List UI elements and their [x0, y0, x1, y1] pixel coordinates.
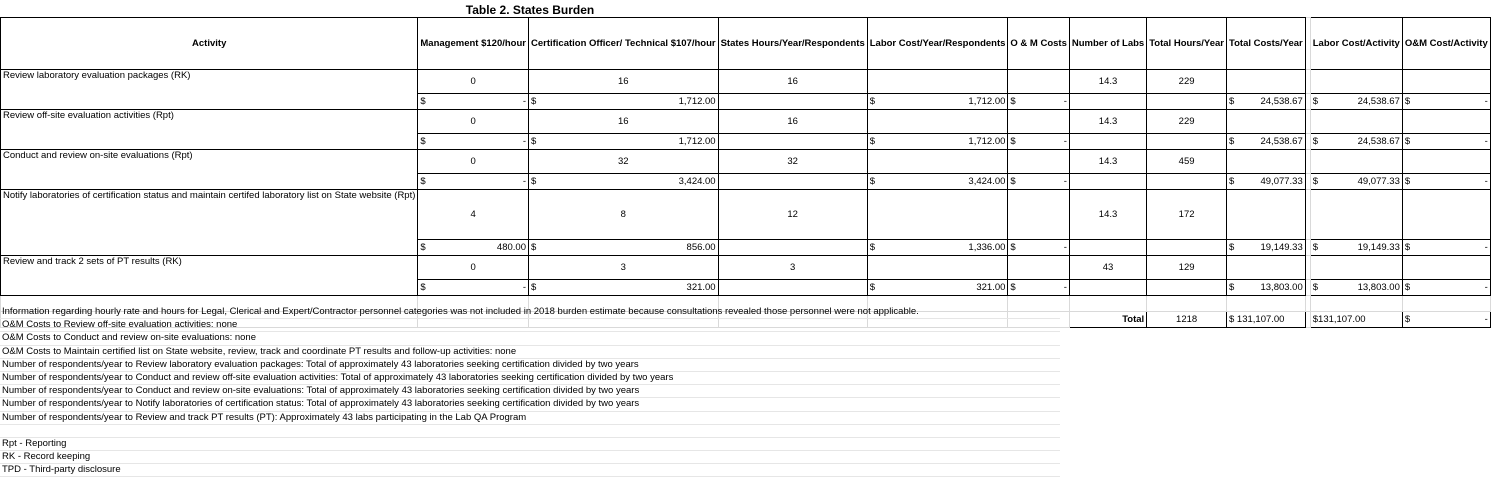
om-activity-blank — [1402, 70, 1490, 94]
labor-cost-wrap — [870, 96, 1006, 107]
om-cost-activity — [1402, 280, 1490, 296]
labor-cost-blank — [867, 190, 1008, 240]
om-cost-activity-wrap — [1405, 136, 1488, 147]
burden-table — [0, 17, 1491, 328]
total-hours: 172 — [1147, 190, 1227, 240]
cert-cost — [528, 240, 718, 256]
management-cost-wrap — [420, 176, 526, 187]
labor-cost-activity-value: 13,803.00 — [1357, 282, 1400, 293]
activity-cell: Review laboratory evaluation packages (RK) — [1, 70, 418, 110]
om-cost-activity-wrap — [1405, 96, 1488, 107]
total-om-wrap — [1405, 314, 1488, 325]
currency-symbol: $ — [869, 136, 876, 147]
total-cost-wrap — [1229, 96, 1303, 107]
om-cost-blank — [1008, 150, 1069, 174]
currency-symbol: $ — [1404, 136, 1411, 147]
om-cost-value: - — [1063, 96, 1067, 107]
om-cost-activity — [1402, 94, 1490, 110]
labor-cost-value: 3,424.00 — [968, 176, 1006, 187]
om-cost — [1008, 240, 1069, 256]
note-line: O&M Costs to Review off-site evaluation activities: none — [0, 319, 1060, 332]
total-om-value: - — [1484, 314, 1488, 325]
management-hours: 4 — [418, 190, 529, 240]
currency-symbol: $ — [1404, 96, 1411, 107]
labor-cost — [867, 94, 1008, 110]
labor-cost — [867, 174, 1008, 190]
header-cert-officer: Certification Officer/ Technical $107/hour — [528, 18, 718, 70]
cert-cost-wrap — [531, 96, 716, 107]
om-cost-blank — [1008, 110, 1069, 134]
number-of-labs: 43 — [1069, 256, 1146, 280]
om-cost-activity-value: - — [1484, 136, 1488, 147]
currency-symbol: $ — [420, 136, 426, 147]
labor-cost-activity — [1310, 240, 1402, 256]
activity-cell: Review off-site evaluation activities (Rpt) — [1, 110, 418, 150]
table-row — [1, 70, 1491, 94]
om-cost-value: - — [1063, 282, 1067, 293]
management-cost — [418, 134, 529, 150]
total-cost-sum: $ 131,107.00 — [1227, 312, 1306, 328]
om-cost-wrap — [1010, 282, 1066, 293]
currency-symbol: $ — [420, 282, 426, 293]
om-activity-blank — [1402, 150, 1490, 174]
total-om-activity-sum — [1402, 312, 1490, 328]
cert-cost-value: 1,712.00 — [678, 136, 716, 147]
states-hours: 32 — [718, 150, 867, 174]
total-hours: 229 — [1147, 70, 1227, 94]
cert-cost-value: 1,712.00 — [678, 96, 716, 107]
management-cost — [418, 174, 529, 190]
om-cost-wrap — [1010, 136, 1066, 147]
labor-cost-value: 1,336.00 — [968, 242, 1006, 253]
currency-symbol: $ — [869, 96, 876, 107]
notes-block — [0, 306, 1060, 477]
currency-symbol: $ — [530, 176, 537, 187]
om-cost-value: - — [1063, 136, 1067, 147]
management-cost-value: - — [522, 96, 526, 107]
currency-symbol: $ — [420, 242, 426, 253]
total-cost-blank — [1227, 150, 1306, 174]
labs-blank — [1069, 174, 1146, 190]
management-cost-wrap — [420, 282, 526, 293]
management-cost-value: - — [522, 282, 526, 293]
labor-cost-activity — [1310, 134, 1402, 150]
header-om-cost-activity: O&M Cost/Activity — [1402, 18, 1490, 70]
header-management: Management $120/hour — [418, 18, 529, 70]
cert-cost-wrap — [531, 136, 716, 147]
currency-symbol: $ — [1010, 242, 1016, 253]
cert-cost — [528, 280, 718, 296]
header-states-hours: States Hours/Year/Respondents — [718, 18, 867, 70]
currency-symbol: $ — [1010, 176, 1016, 187]
total-cost-wrap — [1229, 242, 1303, 253]
total-hours: 229 — [1147, 110, 1227, 134]
labor-cost-blank — [867, 70, 1008, 94]
header-total-costs: Total Costs/Year — [1227, 18, 1306, 70]
note-line: O&M Costs to Conduct and review on-site evaluations: none — [0, 332, 1060, 345]
labs-blank — [1069, 94, 1146, 110]
labor-cost-blank — [867, 256, 1008, 280]
total-labor-activity-sum: $131,107.00 — [1310, 312, 1402, 328]
note-line: Number of respondents/year to Notify laboratories of certification status: Total of approximately 43 laboratories seeking certification divided by two years — [0, 398, 1060, 411]
labor-cost-value: 1,712.00 — [968, 96, 1006, 107]
number-of-labs: 14.3 — [1069, 190, 1146, 240]
labor-cost-activity — [1310, 280, 1402, 296]
currency-symbol: $ — [1312, 242, 1319, 253]
total-cost-value: 49,077.33 — [1260, 176, 1303, 187]
om-cost-activity — [1402, 240, 1490, 256]
table-row — [1, 256, 1491, 280]
cert-hours: 16 — [528, 110, 718, 134]
om-cost-activity-value: - — [1484, 242, 1488, 253]
om-cost-blank — [1008, 256, 1069, 280]
labor-cost-activity-value: 24,538.67 — [1357, 96, 1400, 107]
total-cost — [1227, 174, 1306, 190]
om-cost-wrap — [1010, 96, 1066, 107]
total-cost-wrap — [1229, 136, 1303, 147]
header-total-hours: Total Hours/Year — [1147, 18, 1227, 70]
labor-cost-activity-wrap — [1313, 176, 1400, 187]
om-cost-wrap — [1010, 176, 1066, 187]
total-cost-blank — [1227, 256, 1306, 280]
hours-blank — [1147, 280, 1227, 296]
note-line: RK - Record keeping — [0, 451, 1060, 464]
currency-symbol: $ — [1404, 314, 1411, 325]
total-hours: 129 — [1147, 256, 1227, 280]
note-line: Number of respondents/year to Conduct and review on-site evaluations: Total of approximately 43 laboratories seeking certification divided by two years — [0, 385, 1060, 398]
currency-symbol: $ — [1229, 242, 1235, 253]
cert-hours: 3 — [528, 256, 718, 280]
management-hours: 0 — [418, 110, 529, 134]
activity-cell: Review and track 2 sets of PT results (RK) — [1, 256, 418, 296]
blank-cell — [1069, 296, 1146, 312]
number-of-labs: 14.3 — [1069, 150, 1146, 174]
management-cost-value: 480.00 — [496, 242, 526, 253]
management-hours: 0 — [418, 150, 529, 174]
om-cost-wrap — [1010, 242, 1066, 253]
total-cost-value: 13,803.00 — [1260, 282, 1303, 293]
note-line: Rpt - Reporting — [0, 438, 1060, 451]
states-cost-blank — [718, 240, 867, 256]
management-cost-wrap — [420, 136, 526, 147]
om-cost-activity-wrap — [1405, 242, 1488, 253]
om-cost — [1008, 94, 1069, 110]
om-activity-blank — [1402, 190, 1490, 240]
states-hours: 12 — [718, 190, 867, 240]
labor-cost — [867, 280, 1008, 296]
total-cost-wrap — [1229, 176, 1303, 187]
om-cost — [1008, 280, 1069, 296]
currency-symbol: $ — [869, 242, 876, 253]
om-cost-activity-wrap — [1405, 282, 1488, 293]
management-cost — [418, 280, 529, 296]
labs-blank — [1069, 134, 1146, 150]
states-hours: 16 — [718, 70, 867, 94]
currency-symbol: $ — [420, 96, 426, 107]
om-cost-activity — [1402, 134, 1490, 150]
labor-activity-blank — [1310, 256, 1402, 280]
header-row — [1, 18, 1491, 70]
total-cost — [1227, 240, 1306, 256]
labor-activity-blank — [1310, 110, 1402, 134]
table-row — [1, 190, 1491, 240]
cert-cost-wrap — [531, 282, 716, 293]
currency-symbol: $ — [530, 282, 537, 293]
activity-cell: Conduct and review on-site evaluations (Rpt) — [1, 150, 418, 190]
hours-blank — [1147, 174, 1227, 190]
header-activity: Activity — [1, 18, 418, 70]
labor-cost-activity-wrap — [1313, 282, 1400, 293]
labor-cost-activity — [1310, 174, 1402, 190]
currency-symbol: $ — [530, 136, 537, 147]
cert-hours: 8 — [528, 190, 718, 240]
labor-cost — [867, 240, 1008, 256]
om-cost-value: - — [1063, 242, 1067, 253]
total-label: Total — [1069, 312, 1146, 328]
labor-cost-wrap — [870, 242, 1006, 253]
currency-symbol: $ — [1312, 176, 1319, 187]
labor-cost-blank — [867, 150, 1008, 174]
om-cost-activity-wrap — [1405, 176, 1488, 187]
currency-symbol: $ — [1229, 176, 1235, 187]
labs-blank — [1069, 240, 1146, 256]
labor-cost-wrap — [870, 136, 1006, 147]
cert-cost-wrap — [531, 176, 716, 187]
currency-symbol: $ — [420, 176, 426, 187]
total-cost-value: 24,538.67 — [1260, 96, 1303, 107]
currency-symbol: $ — [869, 282, 876, 293]
note-line: Number of respondents/year to Review and track PT results (PT): Approximately 43 labs participating in the Lab QA Program — [0, 412, 1060, 425]
total-hours: 459 — [1147, 150, 1227, 174]
currency-symbol: $ — [1229, 96, 1235, 107]
currency-symbol: $ — [1312, 136, 1319, 147]
blank-cell — [1310, 296, 1402, 312]
management-cost-value: - — [522, 136, 526, 147]
currency-symbol: $ — [1010, 96, 1016, 107]
labor-activity-blank — [1310, 70, 1402, 94]
currency-symbol: $ — [1312, 96, 1319, 107]
labor-cost-blank — [867, 110, 1008, 134]
currency-symbol: $ — [1229, 136, 1235, 147]
total-hours-sum: 1218 — [1147, 312, 1227, 328]
labor-cost-activity — [1310, 94, 1402, 110]
header-labor-cost-activity: Labor Cost/Activity — [1310, 18, 1402, 70]
states-cost-blank — [718, 94, 867, 110]
currency-symbol: $ — [530, 242, 537, 253]
labor-cost-activity-value: 19,149.33 — [1357, 242, 1400, 253]
management-cost — [418, 94, 529, 110]
note-line: O&M Costs to Maintain certified list on State website, review, track and coordinate PT results and follow-up activities: none — [0, 346, 1060, 359]
management-hours: 0 — [418, 256, 529, 280]
blank-cell — [1227, 296, 1306, 312]
labor-cost-value: 1,712.00 — [968, 136, 1006, 147]
labor-cost-value: 321.00 — [976, 282, 1006, 293]
currency-symbol: $ — [1404, 176, 1411, 187]
labor-cost-activity-value: 24,538.67 — [1357, 136, 1400, 147]
om-cost-blank — [1008, 70, 1069, 94]
header-labor-cost: Labor Cost/Year/Respondents — [867, 18, 1008, 70]
labor-cost — [867, 134, 1008, 150]
om-cost — [1008, 174, 1069, 190]
states-hours: 3 — [718, 256, 867, 280]
cert-cost — [528, 134, 718, 150]
management-cost-wrap — [420, 96, 526, 107]
states-cost-blank — [718, 280, 867, 296]
blank-cell — [1147, 296, 1227, 312]
note-line: Number of respondents/year to Conduct and review off-site evaluation activities: Total of approximately 43 laboratories seeking certification divided by two years — [0, 372, 1060, 385]
labor-cost-activity-wrap — [1313, 136, 1400, 147]
management-hours: 0 — [418, 70, 529, 94]
header-number-of-labs: Number of Labs — [1069, 18, 1146, 70]
activity-cell: Notify laboratories of certification status and maintain certifed laboratory list on State website (Rpt) — [1, 190, 418, 256]
om-cost-activity-value: - — [1484, 96, 1488, 107]
currency-symbol: $ — [530, 96, 537, 107]
total-cost-blank — [1227, 190, 1306, 240]
labor-cost-activity-wrap — [1313, 96, 1400, 107]
om-activity-blank — [1402, 110, 1490, 134]
currency-symbol: $ — [1010, 136, 1016, 147]
cert-cost — [528, 94, 718, 110]
total-cost-wrap — [1229, 282, 1303, 293]
number-of-labs: 14.3 — [1069, 70, 1146, 94]
note-line: TPD - Third-party disclosure — [0, 464, 1060, 477]
management-cost-wrap — [420, 242, 526, 253]
labor-activity-blank — [1310, 190, 1402, 240]
currency-symbol: $ — [1404, 282, 1411, 293]
management-cost — [418, 240, 529, 256]
total-cost — [1227, 280, 1306, 296]
cert-cost-wrap — [531, 242, 716, 253]
total-cost-blank — [1227, 110, 1306, 134]
hours-blank — [1147, 134, 1227, 150]
labor-cost-activity-wrap — [1313, 242, 1400, 253]
labor-activity-blank — [1310, 150, 1402, 174]
om-cost-activity — [1402, 174, 1490, 190]
total-cost-value: 19,149.33 — [1260, 242, 1303, 253]
table-title: Table 2. States Burden — [465, 3, 595, 17]
labs-blank — [1069, 280, 1146, 296]
om-cost-value: - — [1063, 176, 1067, 187]
om-cost-activity-value: - — [1484, 176, 1488, 187]
total-cost-value: 24,538.67 — [1260, 136, 1303, 147]
header-om-costs: O & M Costs — [1008, 18, 1069, 70]
labor-cost-wrap — [870, 176, 1006, 187]
cert-cost-value: 321.00 — [686, 282, 716, 293]
note-line: Information regarding hourly rate and hours for Legal, Clerical and Expert/Contractor personnel categories was not included in 2018 burden estimate because consultations revealed those personnel were not applicable. — [0, 306, 1060, 319]
om-activity-blank — [1402, 256, 1490, 280]
cert-cost-value: 856.00 — [686, 242, 716, 253]
currency-symbol: $ — [1312, 282, 1319, 293]
currency-symbol: $ — [1404, 242, 1411, 253]
hours-blank — [1147, 240, 1227, 256]
currency-symbol: $ — [869, 176, 876, 187]
om-cost-blank — [1008, 190, 1069, 240]
states-hours: 16 — [718, 110, 867, 134]
table-row — [1, 150, 1491, 174]
cert-hours: 16 — [528, 70, 718, 94]
currency-symbol: $ — [1010, 282, 1016, 293]
labor-cost-wrap — [870, 282, 1006, 293]
states-cost-blank — [718, 174, 867, 190]
management-cost-value: - — [522, 176, 526, 187]
total-cost — [1227, 94, 1306, 110]
blank-line — [0, 425, 1060, 438]
cert-cost — [528, 174, 718, 190]
om-cost-activity-value: - — [1484, 282, 1488, 293]
total-cost-blank — [1227, 70, 1306, 94]
number-of-labs: 14.3 — [1069, 110, 1146, 134]
table-row — [1, 110, 1491, 134]
hours-blank — [1147, 94, 1227, 110]
total-cost — [1227, 134, 1306, 150]
states-cost-blank — [718, 134, 867, 150]
labor-cost-activity-value: 49,077.33 — [1357, 176, 1400, 187]
note-line: Number of respondents/year to Review laboratory evaluation packages: Total of approximately 43 laboratories seeking certification divided by two years — [0, 359, 1060, 372]
blank-cell — [1402, 296, 1490, 312]
cert-cost-value: 3,424.00 — [678, 176, 716, 187]
cert-hours: 32 — [528, 150, 718, 174]
om-cost — [1008, 134, 1069, 150]
currency-symbol: $ — [1229, 282, 1235, 293]
